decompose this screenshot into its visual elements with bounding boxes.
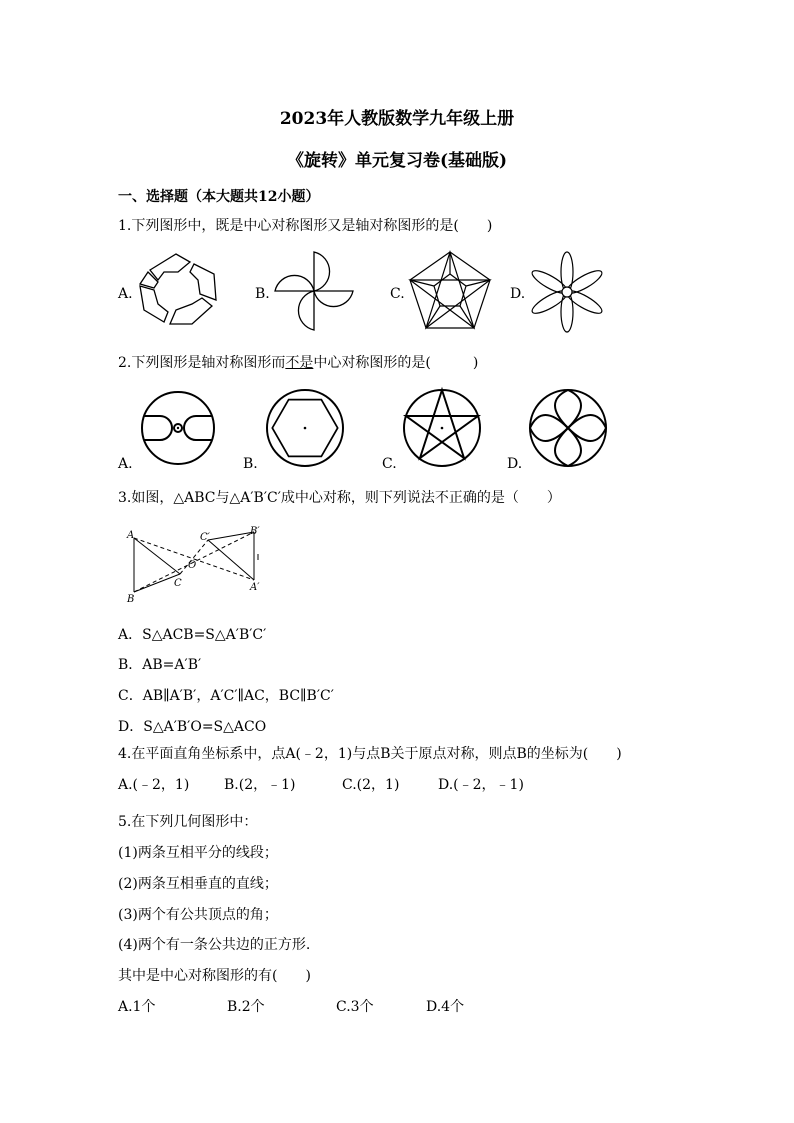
q1-label-b: B. — [255, 286, 270, 302]
q4-option-b: B.(2，﹣1) — [224, 777, 296, 793]
q5-option-c: C.3个 — [336, 999, 374, 1015]
q3-option-c: C．AB∥A′B′，A′C′∥AC，BC∥B′C′ — [118, 688, 334, 704]
q3-figure — [124, 524, 270, 606]
q5-item-4: (4)两个有一条公共边的正方形. — [118, 937, 311, 953]
q3-option-d: D．S△A′B′O=S△ACO — [118, 719, 267, 735]
q5-option-d: D.4个 — [426, 999, 465, 1015]
q1-label-d: D. — [510, 286, 526, 302]
q3-point-b-prime: B′ — [250, 526, 260, 537]
q3-stem: 3.如图，△ABC与△A′B′C′成中心对称，则下列说法不正确的是（ ） — [118, 490, 561, 506]
q5-item-2: (2)两条互相垂直的直线； — [118, 876, 278, 892]
q4-option-d: D.(﹣2，﹣1) — [438, 777, 524, 793]
q2-label-b: B. — [243, 456, 258, 472]
q5-item-3: (3)两个有公共顶点的角； — [118, 907, 278, 923]
page-subtitle: 《旋转》单元复习卷(基础版) — [286, 151, 508, 171]
q3-option-a: A．S△ACB=S△A′B′C′ — [118, 627, 267, 643]
q5-option-a: A.1个 — [118, 999, 156, 1015]
q1-figure-b — [272, 250, 356, 332]
q1-label-c: C. — [390, 286, 405, 302]
q2-stem-prefix: 2.下列图形是轴对称图形而 — [118, 355, 286, 371]
q2-label-a: A. — [118, 456, 133, 472]
q2-stem-suffix: 中心对称图形的是( ) — [313, 355, 479, 371]
q3-point-c: C — [174, 578, 182, 589]
q2-label-c: C. — [382, 456, 397, 472]
q1-figure-d — [528, 250, 606, 334]
page-title: 2023年人教版数学九年级上册 — [279, 109, 515, 129]
q2-label-d: D. — [507, 456, 523, 472]
q4-stem: 4.在平面直角坐标系中，点A(﹣2，1)与点B关于原点对称，则点B的坐标为( ) — [118, 746, 622, 762]
q1-figure-c — [408, 250, 492, 330]
q1-stem: 1.下列图形中，既是中心对称图形又是轴对称图形的是( ) — [118, 218, 493, 234]
q2-figure-c — [402, 388, 482, 468]
q2-figure-a — [140, 390, 216, 466]
q5-question: 其中是中心对称图形的有( ) — [118, 968, 311, 984]
q2-stem-underlined: 不是 — [285, 355, 314, 371]
q5-item-1: (1)两条互相平分的线段； — [118, 845, 278, 861]
q5-stem: 5.在下列几何图形中： — [118, 814, 258, 830]
q3-point-a: A — [127, 530, 135, 541]
q3-point-a-prime: A′ — [250, 582, 260, 593]
q4-option-c: C.(2，1) — [342, 777, 400, 793]
q2-figure-b — [265, 388, 345, 468]
section-heading: 一、选择题（本大题共12小题） — [118, 189, 320, 205]
q1-label-a: A. — [118, 286, 133, 302]
q3-point-o: O — [188, 560, 197, 571]
q5-option-b: B.2个 — [227, 999, 265, 1015]
q3-point-c-prime: C′ — [200, 532, 210, 543]
q3-option-b: B．AB=A′B′ — [118, 657, 202, 673]
q1-figure-a — [136, 250, 220, 330]
q2-stem — [118, 352, 478, 372]
q2-figure-d — [528, 388, 608, 468]
q4-option-a: A.(﹣2，1) — [118, 777, 190, 793]
q3-point-b: B — [127, 594, 135, 605]
